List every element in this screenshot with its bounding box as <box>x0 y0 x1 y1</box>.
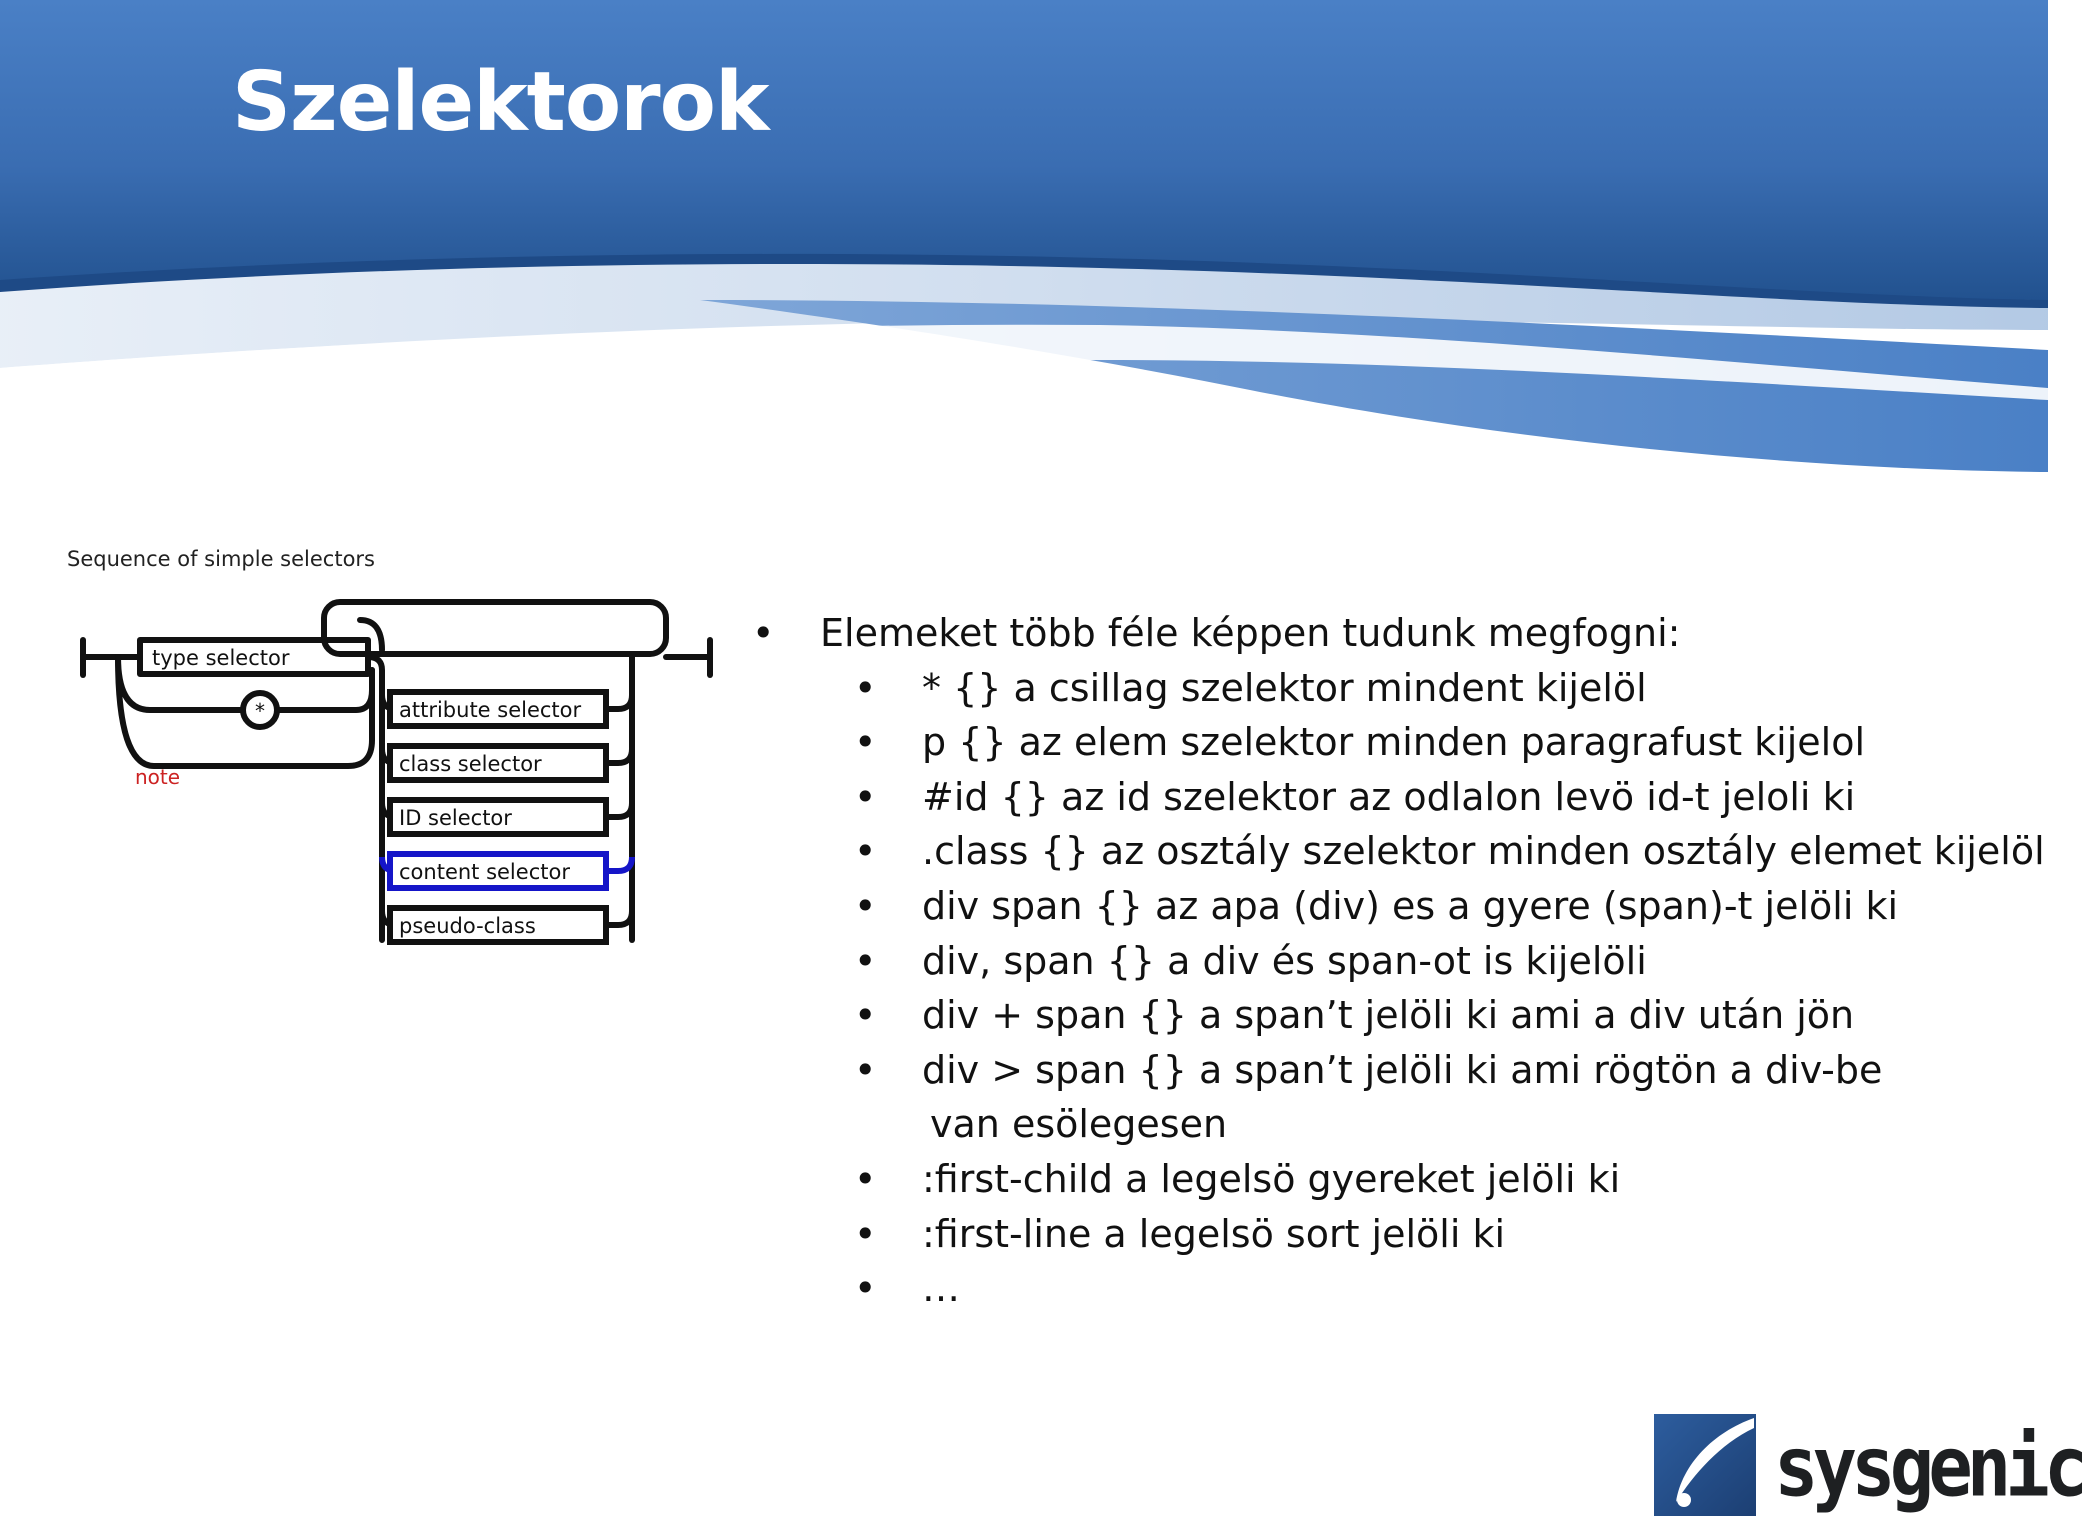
bullet-item-text: div + span {} a span’t jelöli ki ami a div után jön <box>922 993 1855 1038</box>
bullet-item-text: #id {} az id szelektor az odlalon levö id-t jeloli ki <box>922 774 1856 819</box>
bullet-item-text: div > span {} a span’t jelöli ki ami rögtön a div-be <box>922 1047 1883 1092</box>
bullet-item-text: p {} az elem szelektor minden paragrafust kijelol <box>922 720 1866 765</box>
diagram-selector-label: content selector <box>399 860 570 884</box>
bullet-item <box>752 988 2022 1043</box>
bullet-item-text: .class {} az osztály szelektor minden osztály elemet kijelöl <box>922 829 2045 874</box>
bullet-item <box>752 1261 2022 1316</box>
diagram-selector-boxes <box>382 692 632 942</box>
diagram-note: note <box>135 765 181 789</box>
bullet-item <box>752 879 2022 934</box>
bullet-item <box>752 715 2022 770</box>
bullet-item <box>752 824 2045 879</box>
slide-title: Szelektorok <box>232 55 769 150</box>
bullet-intro <box>752 606 2022 661</box>
bullet-item-text: :first-child a legelsö gyereket jelöli ki <box>922 1156 1621 1201</box>
diagram-selector-label: pseudo-class <box>399 914 536 938</box>
bullet-item <box>752 661 2022 716</box>
bullet-item-text: * {} a csillag szelektor mindent kijelöl <box>922 665 1647 710</box>
bullet-marker: • <box>854 1156 877 1201</box>
bullet-marker: • <box>752 611 775 655</box>
bullet-item-text: div span {} az apa (div) es a gyere (span)-t jelöli ki <box>922 883 1899 928</box>
sysgenic-logo <box>1654 1414 2082 1518</box>
bullet-marker: • <box>854 665 877 710</box>
bullet-marker: • <box>854 883 877 928</box>
sysgenic-logo-text: sysgenic <box>1774 1419 2082 1516</box>
bullet-item <box>752 1207 2022 1262</box>
bullet-marker: • <box>854 1047 877 1092</box>
diagram-caption: Sequence of simple selectors <box>67 547 375 571</box>
bullet-marker: • <box>854 829 877 874</box>
sysgenic-logo-mark-icon <box>1654 1414 1756 1516</box>
bullet-marker: • <box>854 938 877 983</box>
bullet-item-text: div, span {} a div és span-ot is kijelöli <box>922 938 1647 983</box>
bullet-item-text: … <box>922 1266 960 1311</box>
bullet-marker: • <box>854 1211 877 1256</box>
diagram-selector-label: class selector <box>399 752 542 776</box>
bullet-marker: • <box>854 774 877 819</box>
diagram-selector-label: ID selector <box>399 806 512 830</box>
bullet-marker: • <box>854 993 877 1038</box>
diagram-selector-label: attribute selector <box>399 698 582 722</box>
bullet-intro-text: Elemeket több féle képpen tudunk megfogni: <box>820 611 1681 655</box>
selector-bullet-list <box>752 606 2045 1316</box>
selector-railroad-diagram <box>60 540 720 960</box>
bullet-item-continuation: van esölegesen <box>930 1102 1228 1147</box>
diagram-type-selector: type selector <box>152 646 290 670</box>
bullet-item-text: :first-line a legelsö sort jelöli ki <box>922 1211 1506 1256</box>
bullet-marker: • <box>854 1266 877 1311</box>
bullet-item <box>752 1043 2022 1152</box>
bullet-item <box>752 934 2022 989</box>
bullet-item <box>752 1152 2022 1207</box>
diagram-universal-star: * <box>255 699 265 723</box>
bullet-item <box>752 770 2022 825</box>
bullet-marker: • <box>854 720 877 765</box>
